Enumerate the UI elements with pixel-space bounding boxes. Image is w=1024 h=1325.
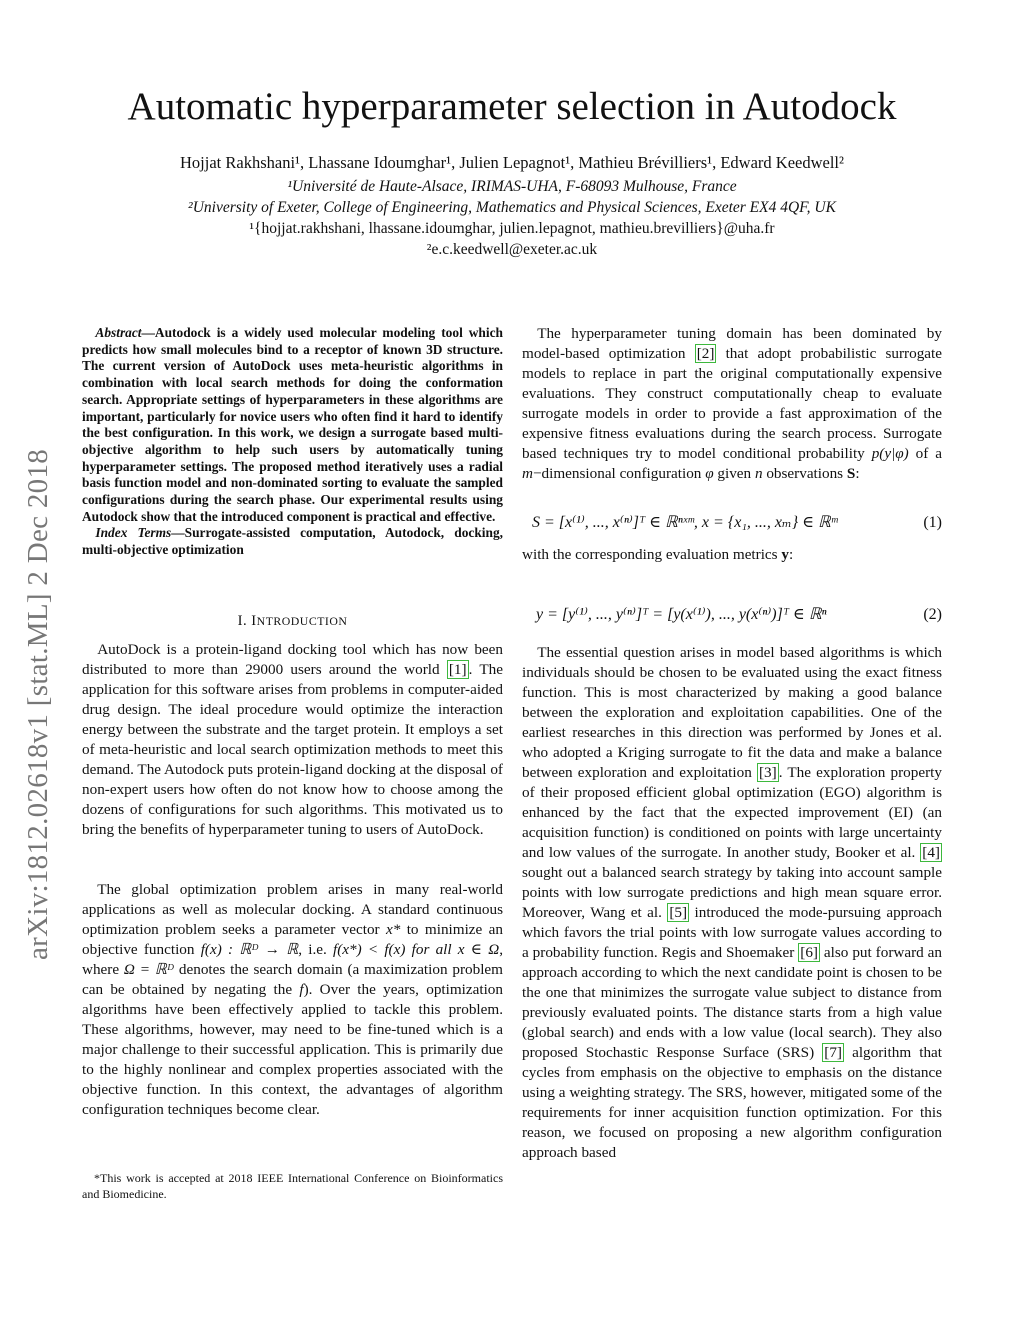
section-heading-introduction: I. INTRODUCTION [237,613,348,629]
equation-1-number: (1) [923,514,942,531]
affiliation-2: ²University of Exeter, College of Engineering, Mathematics and Physical Sciences, Exeter EX4 4QF, UK [188,199,836,216]
equation-1-body: S = [x⁽¹⁾, ..., x⁽ⁿ⁾]ᵀ ∈ ℝⁿˣᵐ, x = {x₁, ..., xₘ} ∈ ℝᵐ [532,514,838,531]
citation-link-3[interactable]: [3] [758,764,777,781]
footnote: *This work is accepted at 2018 IEEE International Conference on Bioinformatics and Biomedicine. [82,1171,503,1201]
affiliation-1: ¹Université de Haute-Alsace, IRIMAS-UHA, F-68093 Mulhouse, France [287,178,737,195]
equation-2 [522,604,942,628]
email-exeter: ²e.c.keedwell@exeter.ac.uk [426,241,598,258]
index-terms-label: Index Terms [95,525,172,541]
citation-link-5[interactable]: [5] [669,904,688,921]
email-uha: ¹{hojjat.rakhshani, lhassane.idoumghar, julien.lepagnot, mathieu.brevilliers}@uha.fr [249,220,775,237]
citation-link-2[interactable]: [2] [696,345,715,362]
citation-link-7[interactable]: [7] [824,1044,842,1061]
intro-paragraph-2: The global optimization problem arises in many real-world applications as well as molecular docking. A standard continuous optimization problem seeks a parameter vector x* to minimize an objective function f(x) : ℝᴰ → ℝ, i.e. f(x*) < f(x) for all x ∈ Ω, where Ω = ℝᴰ denotes the search domain (a maximization problem can be obtained by negating the f). Over the years, optimization algorithms have been effectively applied to tackle this problem. These algorithms, however, may need to be fine-tuned which is a major challenge to their successful application. This is primarily due to the highly nonlinear and complex properties associated with the objective function. In this context, the advantages of algorithm configuration techniques become clear. [82,881,503,1118]
equation-2-body: y = [y⁽¹⁾, ..., y⁽ⁿ⁾]ᵀ = [y(x⁽¹⁾), ..., y(x⁽ⁿ⁾)]ᵀ ∈ ℝⁿ [536,606,827,623]
abstract [82,325,503,559]
eq1-followup: with the corresponding evaluation metrics y: [522,546,794,563]
index-terms-body: —Surrogate-assisted computation, Autodock, docking, multi-objective optimization [82,525,503,558]
right-paragraph-1: The hyperparameter tuning domain has been dominated by model-based optimization [2] that adopt probabilistic surrogate models to replace in part the original computationally expensive evaluations. They construct computationally cheap to evaluate surrogate models in order to provide a fast approximation of the expensive fitness evaluations during the search process. Surrogate based techniques try to model conditional probability p(y|φ) of a m−dimensional configuration φ given n observations S: [522,325,942,482]
equation-2-number: (2) [923,606,942,623]
abstract-body: —Autodock is a widely used molecular modeling tool which predicts how small molecules bind to a receptor of known 3D structure. The current version of AutoDock uses meta-heuristic algorithms in combination with local search methods for doing the conformation search. Appropriate settings of hyperparameters in these algorithms are important, particularly for novice users who often find it hard to identify the best configuration. In this work, we design a surrogate based multi-objective algorithm to help such users by automatically tuning hyperparameter settings. The proposed method iteratively uses a radial basis function model and non-dominated sorting to evaluate the sampled configurations during the search phase. Our experimental results using Autodock show that the introduced component is practical and effective. [82,325,503,524]
citation-link-6[interactable]: [6] [800,944,818,961]
citation-link-1[interactable]: [1] [448,661,467,678]
equation-1 [522,512,942,536]
abstract-label: Abstract [95,325,142,340]
intro-paragraph-1: AutoDock is a protein-ligand docking tool which has now been distributed to more than 29000 users around the world [1] . The application for this software arises from problems in computer-aided drug design. The ideal procedure would optimize the interaction energy between the substrate and the target protein. It employs a set of meta-heuristic and local search optimization methods to meet this demand. The Autodock puts protein-ligand docking at the disposal of non-expert users how often do not know how to choose among the dozens of configurations for such algorithms. This motivated us to bring the benefits of hyperparameter tuning to users of AutoDock. [82,641,503,838]
arxiv-identifier[interactable]: arXiv:1812.02618v1 [stat.ML] 2 Dec 2018 [22,448,54,960]
right-paragraph-2: The essential question arises in model based algorithms is which individuals should be chosen to be evaluated using the exact fitness function. This is most characterized by making a good balance between the exploration and exploitation capabilities. One of the earliest researches in this direction was performed by Jones et al. who adopted a Kriging surrogate to fit the data and make a balance between exploration and exploitation [3] . The exploration property of their proposed efficient global optimization (EGO) algorithm is enhanced by the fact that the expected improvement (EI) (an acquisition function) is conditioned on points with large uncertainty and low values of the surrogate. In another study, Booker et al. [4] sought out a balanced search strategy by taking into account sample points with low surrogate predictions and high mean square error. Moreover, Wang et al. [5] introduced the mode-pursuing approach which favors the trial points with low surrogate values according to a probability function. Regis and Shoemaker [6] also put forward an approach according to which the next candidate point is chosen to be the one that minimizes the surrogate value subject to distance from previously evaluated points. The distance starts from a high value (global search) and ends with a low value (local search). They also proposed Stochastic Response Surface (SRS) [7] algorithm that cycles from emphasis on the objective to emphasis on the distance using a weighting strategy. The SRS, however, mitigated some of the requirements for inner acquisition function optimization. For this reason, we focused on proposing a new algorithm configuration approach based [522,644,943,1161]
citation-link-4[interactable]: [4] [922,844,940,861]
paper-title: Automatic hyperparameter selection in Autodock [127,85,897,128]
author-list: Hojjat Rakhshani¹, Lhassane Idoumghar¹, Julien Lepagnot¹, Mathieu Brévilliers¹, Edward Keedwell² [180,153,844,172]
